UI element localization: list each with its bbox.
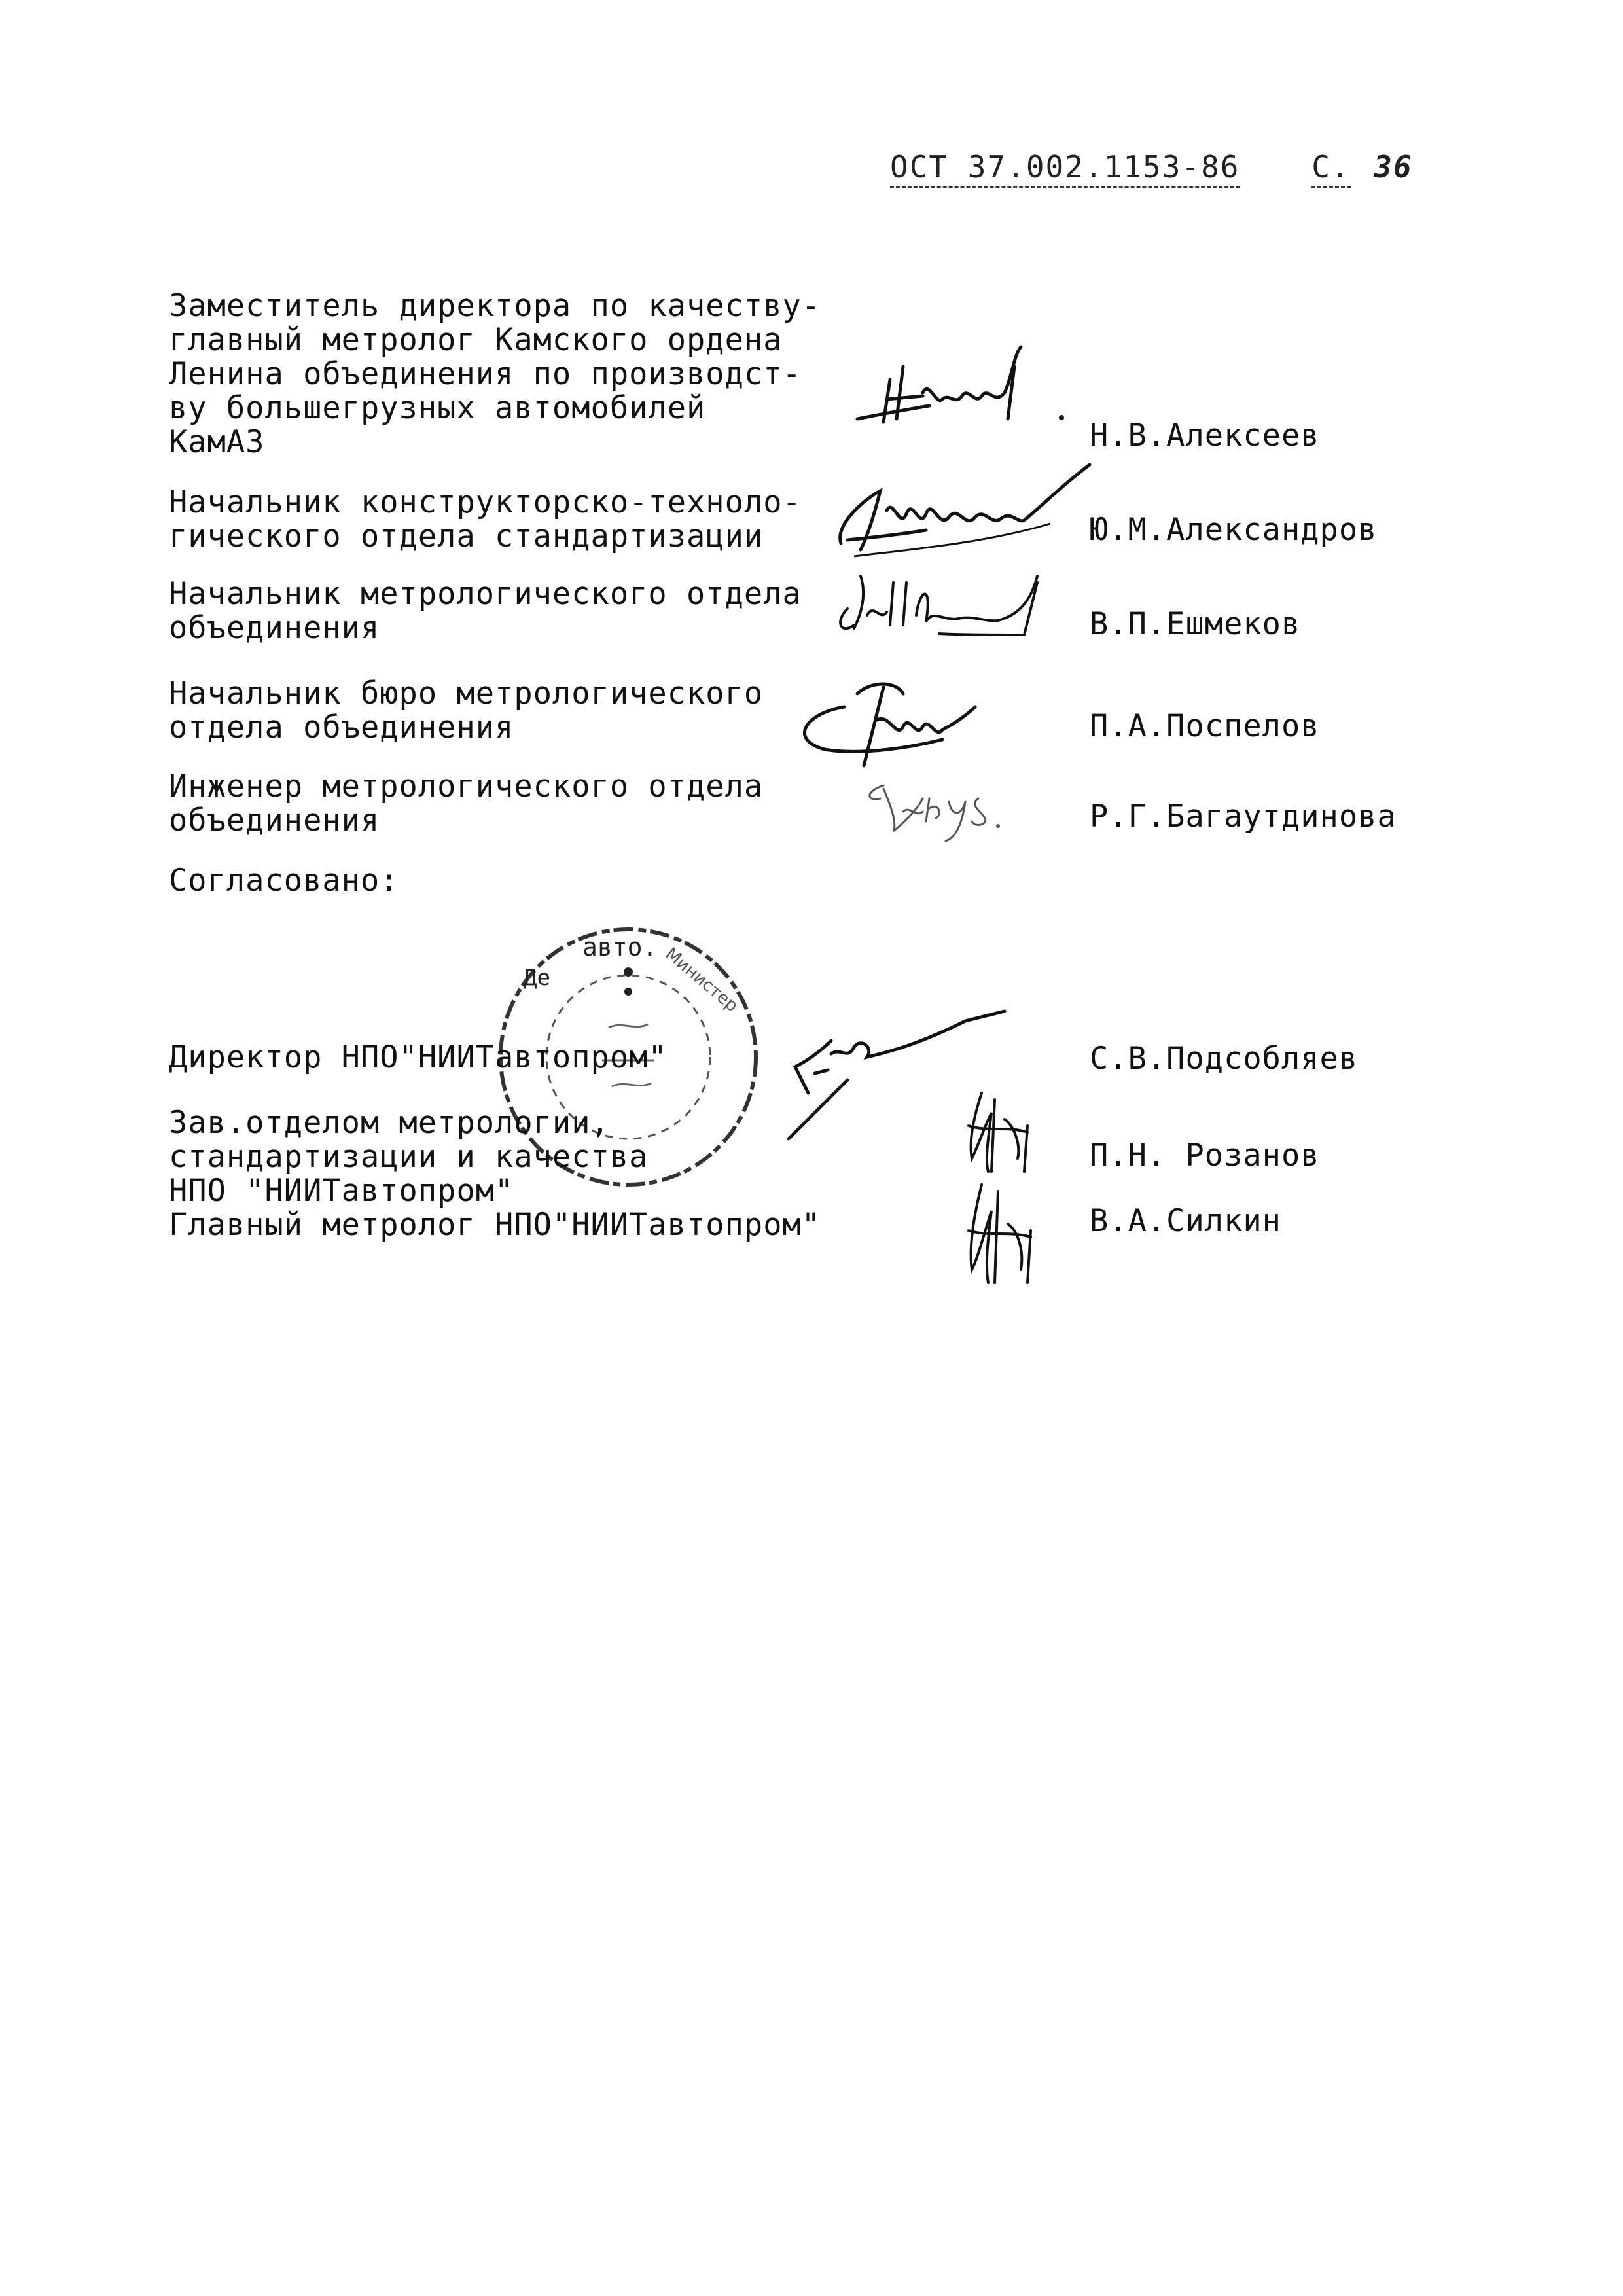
signatory-position: Начальник конструкторско-техноло- гического отдела стандартизации [169, 484, 802, 554]
agreed-name: В.А.Силкин [1090, 1203, 1281, 1239]
signatory-name: В.П.Ешмеков [1090, 606, 1301, 642]
signature-image [828, 458, 1103, 569]
page-prefix: С. [1311, 149, 1350, 188]
agreed-position: Зав.отделом метрологии, стандартизации и качества НПО "НИИТавтопром" [169, 1105, 649, 1209]
signature-image [851, 340, 1086, 439]
agreed-label: Согласовано: [169, 863, 399, 899]
page-number: 36 [1374, 149, 1413, 185]
svg-text:авто.: авто. [582, 933, 658, 961]
document-header [890, 149, 1413, 185]
signatory-position: Заместитель директора по качеству- главный метролог Камского ордена Ленина объединения по производст- ву большегрузных автомобилей КамАЗ [169, 288, 821, 460]
signatory-name: Р.Г.Багаутдинова [1090, 798, 1397, 834]
signatory-name: Ю.М.Александров [1090, 512, 1378, 548]
signature-image [785, 668, 995, 772]
signatory-name: П.А.Поспелов [1090, 708, 1320, 744]
doc-code: ОСТ 37.002.1153-86 [890, 149, 1240, 188]
agreed-position: Директор НПО"НИИТавтопром" [169, 1039, 668, 1075]
signatory-position: Начальник бюро метрологического отдела объединения [169, 675, 764, 745]
agreed-name: С.В.Подсобляев [1090, 1041, 1359, 1077]
svg-text:Де: Де [524, 965, 550, 991]
signature-image [828, 563, 1063, 648]
agreed-position: Главный метролог НПО"НИИТавтопром" [169, 1207, 821, 1243]
svg-text:Министер: Министер [661, 944, 742, 1016]
signature-image [857, 772, 1034, 844]
signatory-name: Н.В.Алексеев [1090, 418, 1320, 454]
signature-image [955, 1086, 1073, 1302]
agreed-name: П.Н. Розанов [1090, 1138, 1320, 1174]
signatory-position: Инженер метрологического отдела объединения [169, 768, 764, 838]
signatory-position: Начальник метрологического отдела объединения [169, 576, 802, 646]
